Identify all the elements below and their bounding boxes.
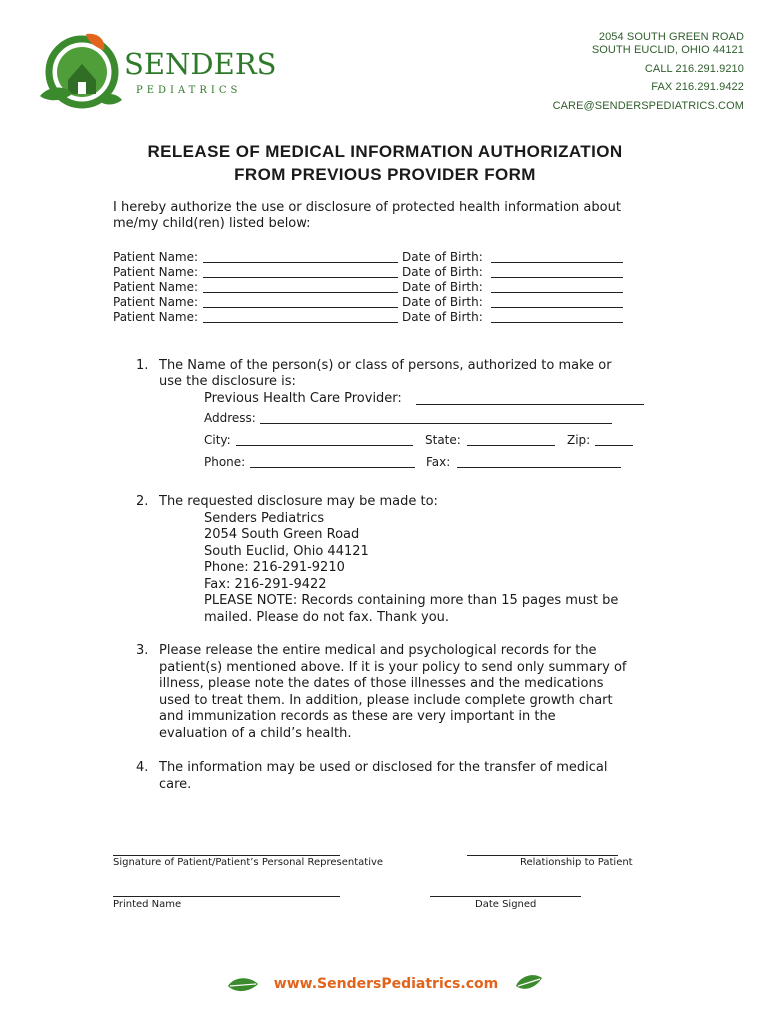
zip-label: Zip: [567,433,591,447]
date-signed-field[interactable] [430,896,581,897]
page-subtitle: FROM PREVIOUS PROVIDER FORM [234,165,536,184]
state-field[interactable] [467,445,555,446]
item4-number: 4. [136,760,149,775]
patient-name-label: Patient Name: [113,265,199,279]
patient-dob-field[interactable] [491,292,623,293]
footer-website[interactable]: www.SendersPediatrics.com [273,976,499,992]
item1-number: 1. [136,358,149,373]
phone-label: Phone: [204,455,246,469]
logo [38,30,277,112]
patient-name-label: Patient Name: [113,310,199,324]
header-address1: 2054 SOUTH GREEN ROAD [598,31,744,43]
left-leaf-icon [226,974,260,996]
intro-line1: I hereby authorize the use or disclosure of protected health information about [113,200,621,215]
state-label: State: [425,433,461,447]
item3-line: and immunization records as these are very important in the [159,709,556,724]
header-fax: FAX 216.291.9422 [651,81,744,93]
recipient-phone: Phone: 216-291-9210 [204,560,345,575]
logo-house-icon [38,30,130,112]
item1-line1: The Name of the person(s) or class of persons, authorized to make or [159,358,612,373]
patient-dob-label: Date of Birth: [402,295,483,309]
item3-line: illness, please note the dates of those illnesses and the medications [159,676,604,691]
item4-line1: The information may be used or disclosed for the transfer of medical [159,760,608,775]
item3-number: 3. [136,643,149,658]
phone-field[interactable] [250,467,415,468]
zip-field[interactable] [595,445,633,446]
city-field[interactable] [236,445,413,446]
logo-sub: PEDIATRICS [136,85,242,96]
recipient-street: 2054 South Green Road [204,527,360,542]
patient-name-field[interactable] [203,262,398,263]
patient-dob-label: Date of Birth: [402,265,483,279]
patient-name-label: Patient Name: [113,295,199,309]
recipient-city: South Euclid, Ohio 44121 [204,544,369,559]
address-field[interactable] [260,423,612,424]
patient-name-field[interactable] [203,322,398,323]
relationship-field[interactable] [467,855,618,856]
item3-line: patient(s) mentioned above. If it is your policy to send only summary of [159,660,627,675]
fax-field[interactable] [457,467,621,468]
item2-line1: The requested disclosure may be made to: [159,494,438,509]
header-email[interactable]: CARE@SENDERSPEDIATRICS.COM [552,100,744,112]
item3-line: evaluation of a child’s health. [159,726,352,741]
header-call: CALL 216.291.9210 [644,63,744,75]
recipient-fax: Fax: 216-291-9422 [204,577,327,592]
signature-label: Signature of Patient/Patient’s Personal Representative [113,857,384,868]
item3-line: Please release the entire medical and psychological records for the [159,643,597,658]
patient-dob-field[interactable] [491,277,623,278]
footer [0,970,770,1004]
intro-line2: me/my child(ren) listed below: [113,216,311,231]
provider-label: Previous Health Care Provider: [204,391,402,406]
patient-dob-field[interactable] [491,262,623,263]
item3-line: used to treat them. In addition, please include complete growth chart [159,693,613,708]
recipient-note1: PLEASE NOTE: Records containing more than 15 pages must be [204,593,619,608]
recipient-note2: mailed. Please do not fax. Thank you. [204,610,450,625]
patient-dob-field[interactable] [491,307,623,308]
relationship-label: Relationship to Patient [520,857,633,868]
provider-field[interactable] [416,404,644,405]
printed-name-label: Printed Name [113,899,182,910]
signature-field[interactable] [113,855,340,856]
patient-name-label: Patient Name: [113,280,199,294]
patient-name-label: Patient Name: [113,250,199,264]
patient-dob-label: Date of Birth: [402,310,483,324]
patient-name-field[interactable] [203,292,398,293]
printed-name-field[interactable] [113,896,340,897]
patient-dob-label: Date of Birth: [402,280,483,294]
page-title: RELEASE OF MEDICAL INFORMATION AUTHORIZATION [147,142,623,161]
item4-line2: care. [159,777,192,792]
item1-line2: use the disclosure is: [159,374,296,389]
patient-name-field[interactable] [203,307,398,308]
patient-name-field[interactable] [203,277,398,278]
logo-name: SENDERS [124,47,277,81]
item2-number: 2. [136,494,149,509]
right-leaf-icon [514,972,544,994]
date-signed-label: Date Signed [475,899,537,910]
patient-dob-field[interactable] [491,322,623,323]
fax-label: Fax: [426,455,451,469]
header-address2: SOUTH EUCLID, OHIO 44121 [591,44,744,56]
recipient-name: Senders Pediatrics [204,511,325,526]
city-label: City: [204,433,231,447]
address-label: Address: [204,411,256,425]
patient-dob-label: Date of Birth: [402,250,483,264]
